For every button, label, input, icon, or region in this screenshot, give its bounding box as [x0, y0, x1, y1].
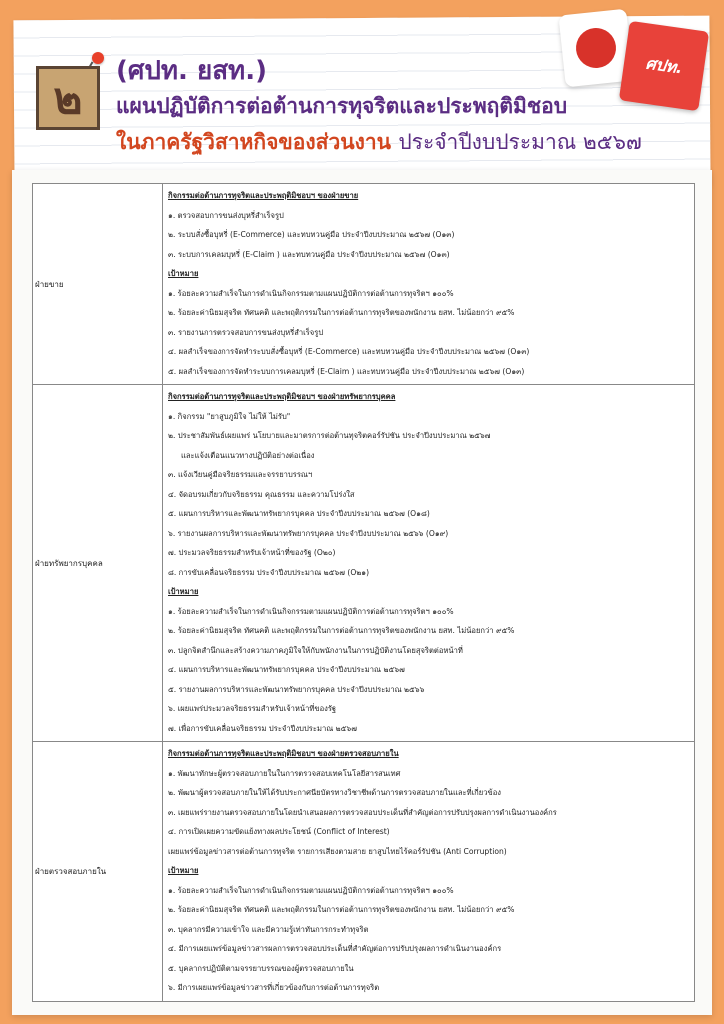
list-item: ๖. มีการเผยแพร่ข้อมูลข่าวสารที่เกี่ยวข้องกับการต่อต้านการทุจริต: [168, 983, 380, 992]
table-row: [33, 184, 695, 385]
anti-corruption-center-logo: [619, 21, 709, 111]
target-heading: เป้าหมาย: [168, 866, 199, 875]
department-cell: ฝ่ายทรัพยากรบุคคล: [33, 385, 163, 742]
list-item: ๔. มีการเผยแพร่ข้อมูลข่าวสารผลการตรวจสอบประเด็นที่สำคัญต่อการปรับปรุงผลการดำเนินงานองค์กร: [168, 944, 502, 953]
department-cell: ฝ่ายตรวจสอบภายใน: [33, 742, 163, 1002]
list-item: ๒. ร้อยละค่านิยมสุจริต ทัศนคติ และพฤติกรรมในการต่อต้านการทุจริตของพนักงาน ยสท. ไม่น้อยกว่า ๙๕%: [168, 626, 515, 635]
list-item: ๑. ร้อยละความสำเร็จในการดำเนินกิจกรรมตามแผนปฏิบัติการต่อต้านการทุจริตฯ ๑๐๐%: [168, 606, 454, 616]
list-item: ๕. บุคลากรปฏิบัติตามจรรยาบรรณของผู้ตรวจสอบภายใน: [168, 963, 354, 973]
activities-cell: [163, 742, 695, 1002]
list-item: ๒. ระบบสั่งซื้อบุหรี่ (E-Commerce) และทบทวนคู่มือ ประจำปีงบประมาณ ๒๕๖๗ (O๑๓): [168, 230, 455, 239]
emblem-icon: [574, 26, 618, 70]
logo-text: ศปท.: [644, 53, 684, 77]
plan-table: [32, 183, 695, 1002]
list-item: ๕. แผนการบริหารและพัฒนาทรัพยากรบุคคล ประจำปีงบประมาณ ๒๕๖๗ (O๑๘): [168, 509, 430, 518]
list-item: ๕. รายงานผลการบริหารและพัฒนาทรัพยากรบุคคล ประจำปีงบประมาณ ๒๕๖๖: [168, 684, 425, 694]
page-subtitle: (ศปท. ยสท.): [116, 56, 267, 86]
list-item: ๑. พัฒนาทักษะผู้ตรวจสอบภายในในการตรวจสอบเทคโนโลยีสารสนเทศ: [168, 768, 401, 778]
activities-cell: [163, 385, 695, 742]
table-row: [33, 742, 695, 1002]
list-item: ๑. ตรวจสอบการขนส่งบุหรี่สำเร็จรูป: [168, 210, 284, 220]
target-heading: เป้าหมาย: [168, 269, 199, 278]
section-number-badge: [36, 66, 100, 130]
list-item: ๔. การเปิดเผยความขัดแย้งทางผลประโยชน์ (Conflict of Interest): [168, 827, 390, 836]
page-title: แผนปฏิบัติการต่อต้านการทุจริตและประพฤติมิชอบ: [116, 94, 568, 118]
table-row: [33, 385, 695, 742]
target-heading: เป้าหมาย: [168, 587, 199, 596]
list-item: ๓. รายงานการตรวจสอบการขนส่งบุหรี่สำเร็จรูป: [168, 327, 324, 337]
list-item: ๖. รายงานผลการบริหารและพัฒนาทรัพยากรบุคคล ประจำปีงบประมาณ ๒๕๖๖ (O๑๙): [168, 528, 449, 538]
list-item: ๑. กิจกรรม "ยาสูบภูมิใจ ไม่ให้ ไม่รับ": [168, 411, 291, 421]
list-item: ๖. เผยแพร่ประมวลจริยธรรมสำหรับเจ้าหน้าที่ของรัฐ: [168, 704, 337, 713]
activity-heading: กิจกรรมต่อต้านการทุจริตและประพฤติมิชอบฯ ของฝ่ายตรวจสอบภายใน: [168, 749, 399, 758]
list-item: ๔. จัดอบรมเกี่ยวกับจริยธรรม คุณธรรม และความโปร่งใส: [168, 489, 355, 499]
list-item: ๒. ร้อยละค่านิยมสุจริต ทัศนคติ และพฤติกรรมในการต่อต้านการทุจริตของพนักงาน ยสท. ไม่น้อยกว่า ๙๕%: [168, 308, 515, 317]
list-item: ๓. แจ้งเวียนคู่มือจริยธรรมและจรรยาบรรณฯ: [168, 470, 313, 479]
page-title-line2: [116, 126, 642, 159]
list-item: ๕. ผลสำเร็จของการจัดทำระบบการเคลมบุหรี่ (E-Claim ) และทบทวนคู่มือ ประจำปีงบประมาณ ๒๕๖๗ (O๑๓): [168, 366, 525, 376]
push-pin-icon: [92, 52, 104, 64]
list-item: ๒. ร้อยละค่านิยมสุจริต ทัศนคติ และพฤติกรรมในการต่อต้านการทุจริตของพนักงาน ยสท. ไม่น้อยกว่า ๙๕%: [168, 905, 515, 914]
list-item: ๗. ประมวลจริยธรรมสำหรับเจ้าหน้าที่ของรัฐ (O๒๐): [168, 548, 336, 557]
list-item: ๔. ผลสำเร็จของการจัดทำระบบสั่งซื้อบุหรี่ (E-Commerce) และทบทวนคู่มือ ประจำปีงบประมาณ ๒๕๖๗ (O๑๓): [168, 347, 530, 356]
department-cell: ฝ่ายขาย: [33, 184, 163, 385]
activity-heading: กิจกรรมต่อต้านการทุจริตและประพฤติมิชอบฯ ของฝ่ายทรัพยากรบุคคล: [168, 392, 396, 401]
list-item: เผยแพร่ข้อมูลข่าวสารต่อต้านการทุจริต รายการเสียงตามสาย ยาสูบไทยไร้คอร์รัปชัน (Anti Corruption): [168, 846, 507, 856]
title-fiscal-year: ประจำปีงบประมาณ ๒๕๖๗: [398, 130, 642, 154]
activities-cell: [163, 184, 695, 385]
list-item: และแจ้งเตือนแนวทางปฏิบัติอย่างต่อเนื่อง: [181, 450, 315, 460]
list-item: ๓. ปลูกจิตสำนึกและสร้างความภาคภูมิใจให้กับพนักงานในการปฏิบัติงานโดยสุจริตต่อหน้าที่: [168, 645, 463, 655]
list-item: ๗. เพื่อการขับเคลื่อนจริยธรรม ประจำปีงบประมาณ ๒๕๖๗: [168, 723, 357, 733]
list-item: ๓. บุคลากรมีความเข้าใจ และมีความรู้เท่าทันการกระทำทุจริต: [168, 924, 369, 934]
title-unit: ในภาครัฐวิสาหกิจของส่วนงาน: [116, 130, 392, 154]
list-item: ๘. การขับเคลื่อนจริยธรรม ประจำปีงบประมาณ ๒๕๖๗ (O๒๑): [168, 567, 370, 577]
list-item: ๓. เผยแพร่รายงานตรวจสอบภายในโดยนำเสนอผลการตรวจสอบประเด็นที่สำคัญต่อการปรับปรุงผลการดำเนินงานองค์กร: [168, 807, 557, 817]
list-item: ๓. ระบบการเคลมบุหรี่ (E-Claim ) และทบทวนคู่มือ ประจำปีงบประมาณ ๒๕๖๗ (O๑๓): [168, 249, 450, 259]
section-number: ๒: [53, 73, 83, 124]
list-item: ๑. ร้อยละความสำเร็จในการดำเนินกิจกรรมตามแผนปฏิบัติการต่อต้านการทุจริตฯ ๑๐๐%: [168, 885, 454, 895]
activity-heading: กิจกรรมต่อต้านการทุจริตและประพฤติมิชอบฯ ของฝ่ายขาย: [168, 191, 359, 200]
list-item: ๒. พัฒนาผู้ตรวจสอบภายในให้ได้รับประกาศนียบัตรทางวิชาชีพด้านการตรวจสอบภายในและที่เกี่ยวข้อง: [168, 788, 501, 797]
list-item: ๑. ร้อยละความสำเร็จในการดำเนินกิจกรรมตามแผนปฏิบัติการต่อต้านการทุจริตฯ ๑๐๐%: [168, 288, 454, 298]
list-item: ๒. ประชาสัมพันธ์เผยแพร่ นโยบายและมาตรการต่อต้านทุจริตคอร์รัปชัน ประจำปีงบประมาณ ๒๕๖๗: [168, 431, 491, 440]
list-item: ๔. แผนการบริหารและพัฒนาทรัพยากรบุคคล ประจำปีงบประมาณ ๒๕๖๗: [168, 665, 405, 674]
